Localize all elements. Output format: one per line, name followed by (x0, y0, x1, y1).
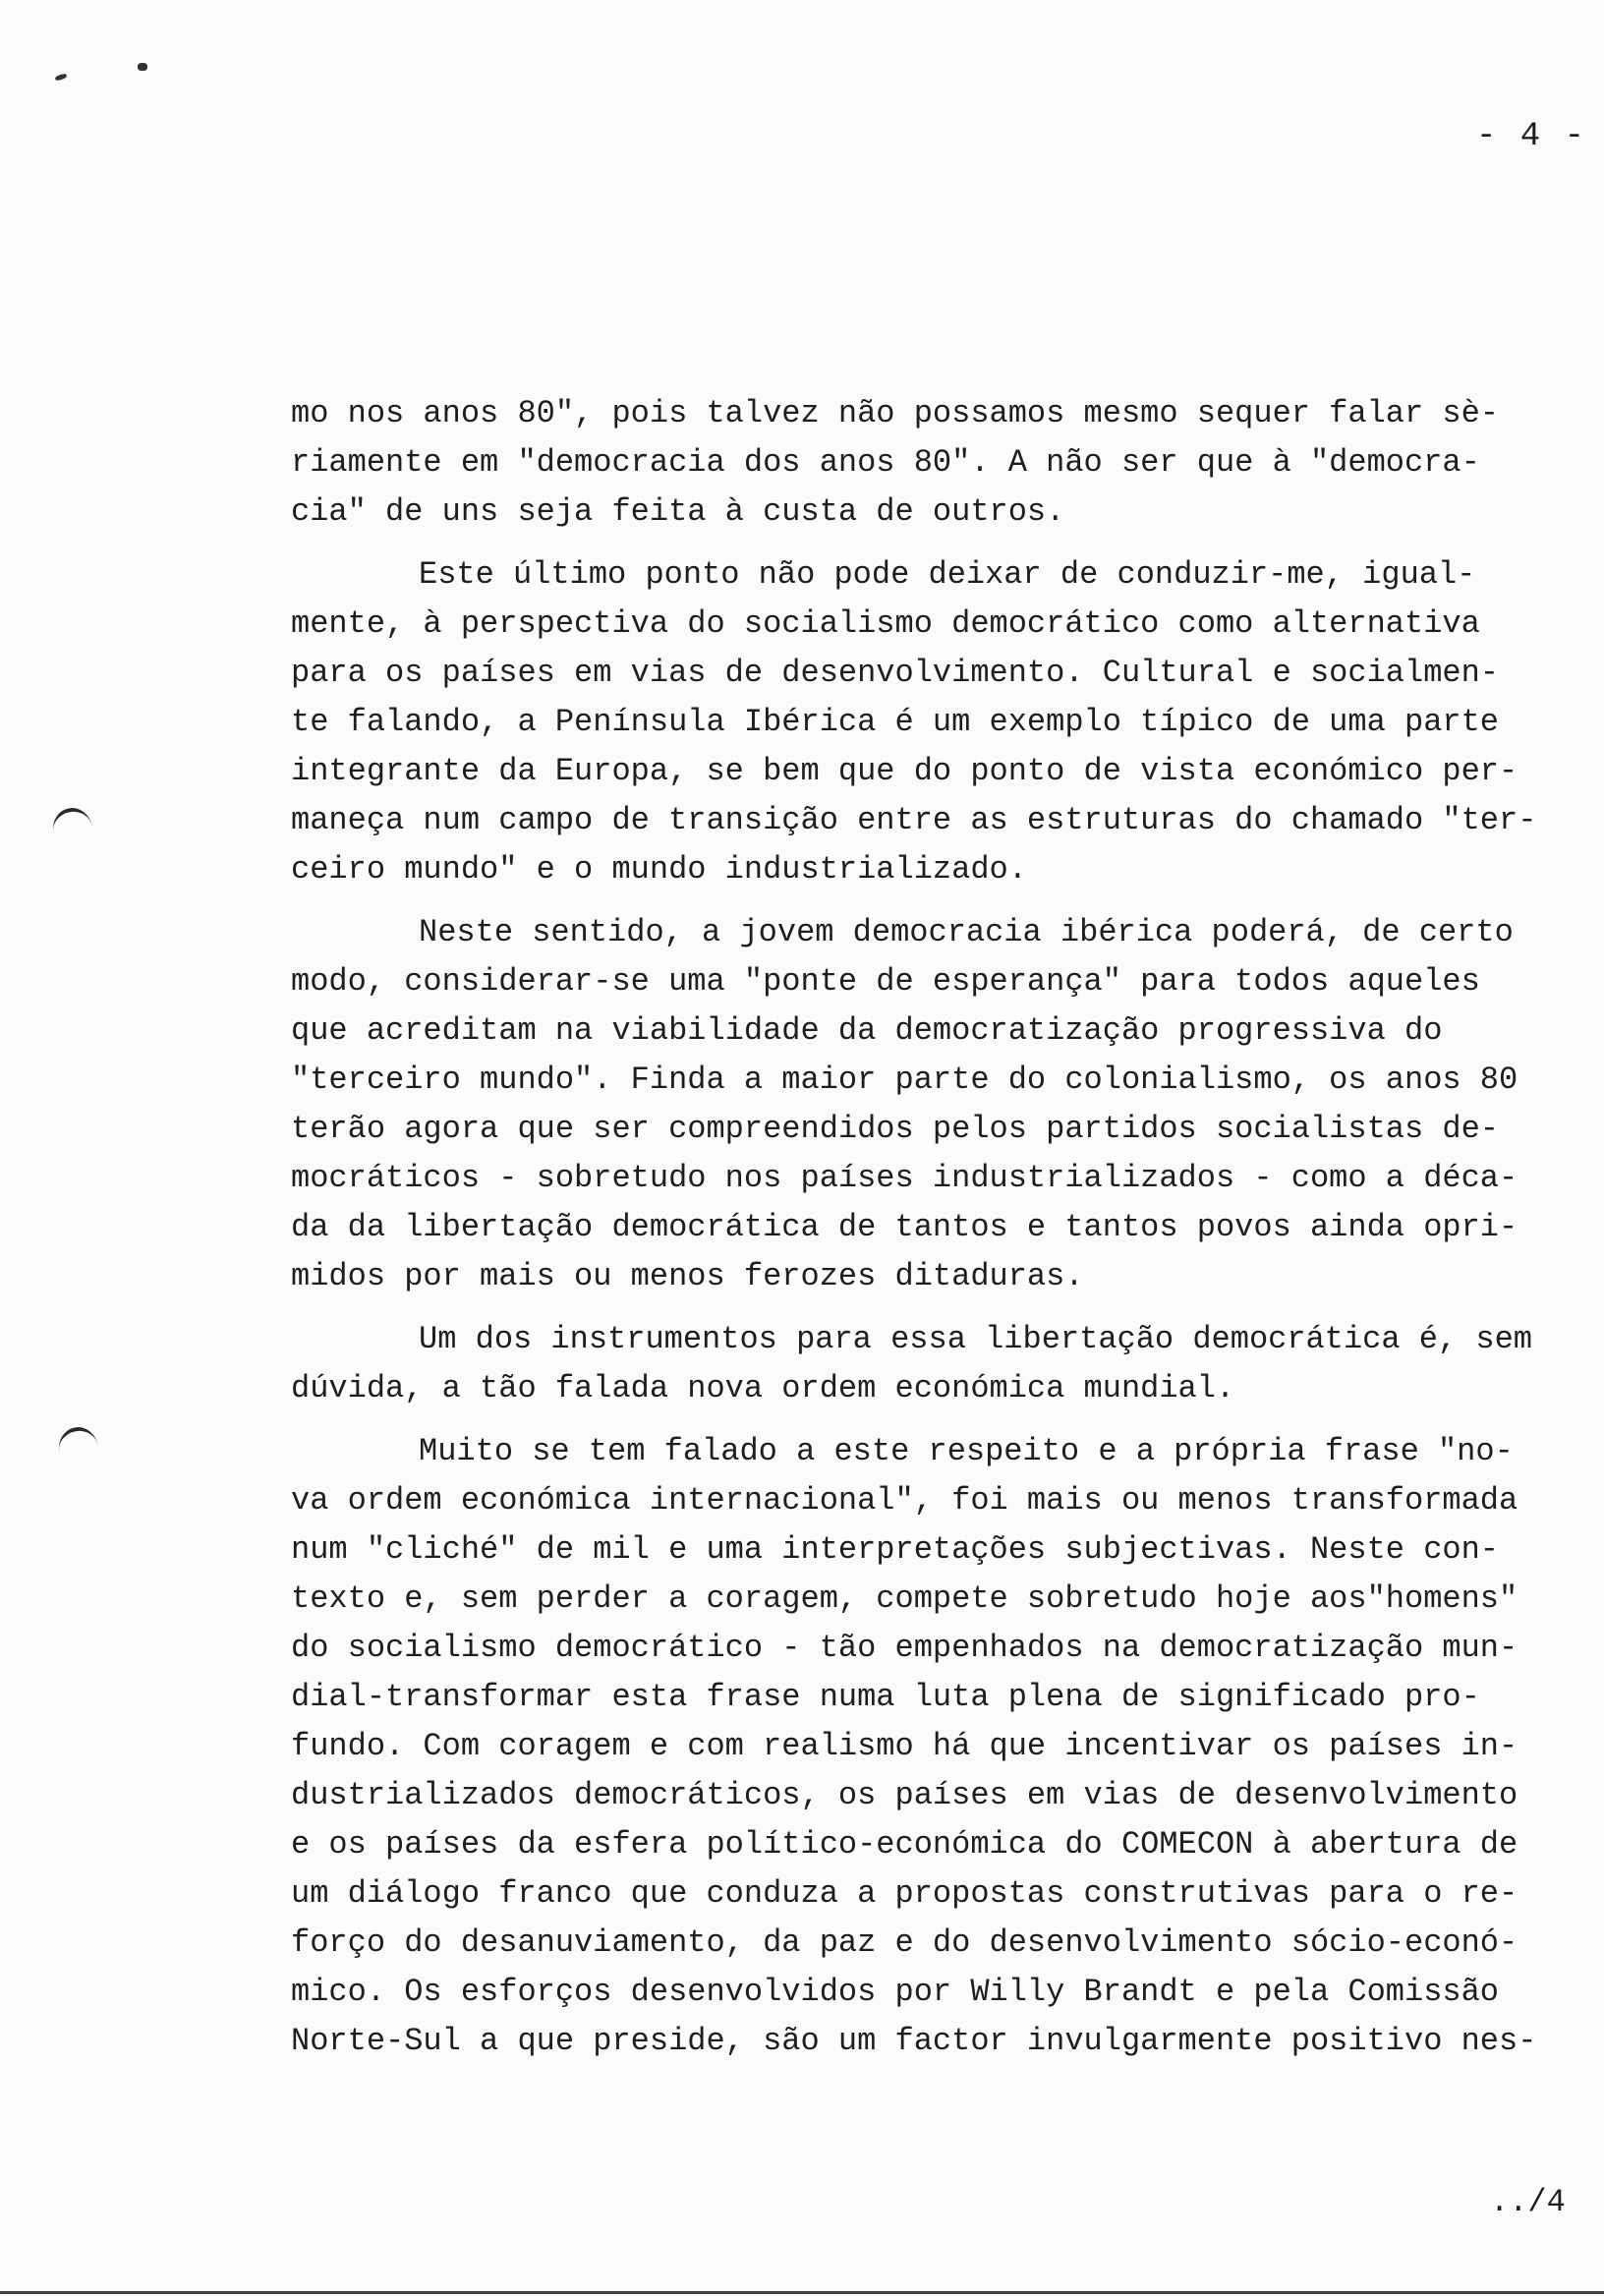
text-line: num "cliché" de mil e uma interpretações subjectivas. Neste con- (291, 1531, 1499, 1568)
text-line: para os países em vias de desenvolvimento. Cultural e socialmen- (291, 655, 1499, 691)
paragraph (291, 1315, 1569, 1413)
text-line: texto e, sem perder a coragem, compete sobretudo hoje aos"homens" (291, 1580, 1518, 1617)
scan-speck (138, 63, 147, 71)
text-line: va ordem económica internacional", foi mais ou menos transformada (291, 1482, 1518, 1519)
text-line: ceiro mundo" e o mundo industrializado. (291, 851, 1027, 888)
text-line: e os países da esfera político-económica do COMECON à abertura de (291, 1826, 1518, 1863)
text-line: riamente em "democracia dos anos 80". A não ser que à "democra- (291, 444, 1480, 481)
text-line: "terceiro mundo". Finda a maior parte do colonialismo, os anos 80 (291, 1062, 1518, 1098)
text-line: integrante da Europa, se bem que do ponto de vista económico per- (291, 753, 1518, 789)
text-line: Este último ponto não pode deixar de conduzir-me, igual- (419, 556, 1476, 593)
paragraph (291, 550, 1569, 894)
text-line: te falando, a Península Ibérica é um exemplo típico de uma parte (291, 704, 1499, 740)
text-line: mo nos anos 80", pois talvez não possamos mesmo sequer falar sè- (291, 395, 1499, 431)
text-line: dustrializados democráticos, os países em vias de desenvolvimento (291, 1777, 1518, 1813)
text-line: Muito se tem falado a este respeito e a própria frase "no- (419, 1433, 1514, 1469)
margin-punch-mark (49, 805, 95, 854)
text-line: Um dos instrumentos para essa libertação democrática é, sem (419, 1321, 1532, 1357)
paragraph (291, 1427, 1569, 2066)
text-line: um diálogo franco que conduza a propostas construtivas para o re- (291, 1875, 1518, 1912)
text-line: forço do desanuviamento, da paz e do desenvolvimento sócio-econó- (291, 1924, 1518, 1961)
text-line: mocráticos - sobretudo nos países industrializados - como a déca- (291, 1160, 1518, 1196)
text-line: terão agora que ser compreendidos pelos partidos socialistas de- (291, 1111, 1499, 1147)
paragraph (291, 389, 1569, 537)
text-line: fundo. Com coragem e com realismo há que incentivar os países in- (291, 1728, 1518, 1764)
text-line: mente, à perspectiva do socialismo democrático como alternativa (291, 605, 1480, 642)
margin-punch-mark (55, 1424, 101, 1473)
text-line: modo, considerar-se uma "ponte de esperança" para todos aqueles (291, 963, 1480, 1000)
page-bottom-edge (0, 2291, 1604, 2294)
scan-speck (55, 73, 68, 81)
continuation-marker: ../4 (1490, 2184, 1566, 2220)
text-line: da da libertação democrática de tantos e tantos povos ainda opri- (291, 1209, 1518, 1245)
text-line: Norte-Sul a que preside, são um factor invulgarmente positivo nes- (291, 2023, 1537, 2059)
text-line: mico. Os esforços desenvolvidos por Willy Brandt e pela Comissão (291, 1974, 1499, 2010)
text-line: do socialismo democrático - tão empenhados na democratização mun- (291, 1630, 1518, 1666)
text-line: dial-transformar esta frase numa luta plena de significado pro- (291, 1679, 1480, 1715)
page-number: - 4 - (1476, 118, 1587, 155)
text-line: Neste sentido, a jovem democracia ibérica poderá, de certo (419, 914, 1514, 950)
document-body (291, 389, 1569, 2080)
text-line: que acreditam na viabilidade da democratização progressiva do (291, 1012, 1443, 1049)
text-line: cia" de uns seja feita à custa de outros. (291, 493, 1065, 530)
paragraph (291, 908, 1569, 1301)
text-line: midos por mais ou menos ferozes ditaduras. (291, 1258, 1084, 1294)
text-line: maneça num campo de transição entre as estruturas do chamado "ter- (291, 802, 1537, 838)
text-line: dúvida, a tão falada nova ordem económica mundial. (291, 1370, 1235, 1406)
